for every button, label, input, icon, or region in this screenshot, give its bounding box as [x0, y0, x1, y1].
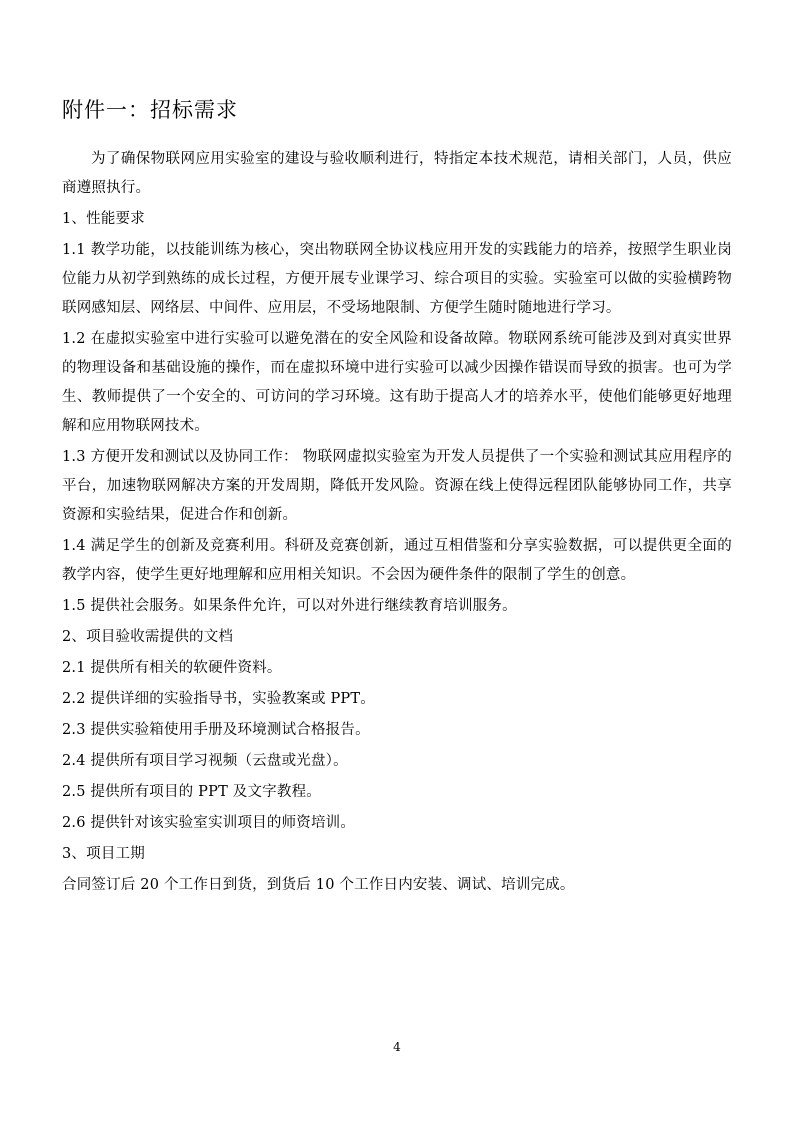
- paragraph-1-4: 1.4 满足学生的创新及竞赛利用。科研及竞赛创新，通过互相借鉴和分享实验数据，可以提供更全面的教学内容，使学生更好地理解和应用相关知识。不会因为硬件条件的限制了学生的创意。: [62, 537, 732, 583]
- paragraph-1-2: 1.2 在虚拟实验室中进行实验可以避免潜在的安全风险和设备故障。物联网系统可能涉及到对真实世界的物理设备和基础设施的操作，而在虚拟环境中进行实验可以减少因操作错误而导致的损害。也可为学生、教师提供了一个安全的、可访问的学习环境。这有助于提高人才的培养水平，使他们能够更好地理解和应用物联网技术。: [62, 330, 732, 434]
- paragraph-2-1: 2.1 提供所有相关的软硬件资料。: [62, 659, 282, 676]
- paragraph-2-2: 2.2 提供详细的实验指导书，实验教案或 PPT。: [62, 690, 375, 707]
- section-heading-3: 3、项目工期: [62, 845, 145, 862]
- paragraph-2-3: 2.3 提供实验箱使用手册及环境测试合格报告。: [62, 721, 370, 738]
- paragraph-2-6: 2.6 提供针对该实验室实训项目的师资培训。: [62, 814, 356, 831]
- section-heading-2: 2、项目验收需提供的文档: [62, 628, 234, 645]
- paragraph-1-1: 1.1 教学功能，以技能训练为核心，突出物联网全协议栈应用开发的实践能力的培养，按照学生职业岗位能力从初学到熟练的成长过程，方便开展专业课学习、综合项目的实验。实验室可以做的实验横跨物联网感知层、网络层、中间件、应用层，不受场地限制、方便学生随时随地进行学习。: [62, 241, 732, 316]
- page-title: 附件一：招标需求: [62, 98, 238, 122]
- paragraph-1-5: 1.5 提供社会服务。如果条件允许，可以对外进行继续教育培训服务。: [62, 597, 517, 614]
- paragraph-2-4: 2.4 提供所有项目学习视频（云盘或光盘）。: [62, 752, 348, 769]
- paragraph-3-1: 合同签订后 20 个工作日到货，到货后 10 个工作日内安装、调试、培训完成。: [62, 876, 575, 893]
- paragraph-intro: 为了确保物联网应用实验室的建设与验收顺利进行，特指定本技术规范，请相关部门，人员，供应商遵照执行。: [62, 150, 732, 196]
- paragraph-1-3: 1.3 方便开发和测试以及协同工作： 物联网虚拟实验室为开发人员提供了一个实验和测试其应用程序的平台，加速物联网解决方案的开发周期，降低开发风险。资源在线上使得远程团队能够协同工作，共享资源和实验结果，促进合作和创新。: [62, 448, 732, 523]
- paragraph-2-5: 2.5 提供所有项目的 PPT 及文字教程。: [62, 783, 321, 800]
- section-heading-1: 1、性能要求: [62, 210, 145, 227]
- page-number: 4: [393, 1040, 401, 1054]
